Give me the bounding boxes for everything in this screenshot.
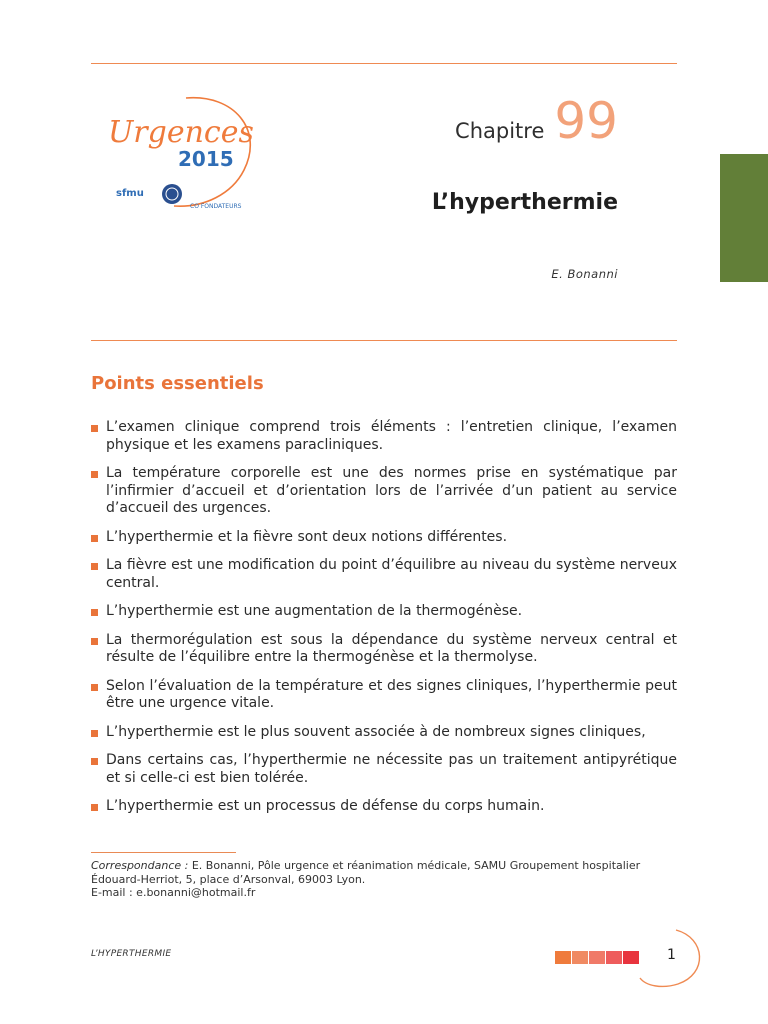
bullet-square-icon <box>91 684 98 691</box>
page-number: 1 <box>667 947 676 963</box>
point-text: La température corporelle est une des normes prise en systématique par l’infirmier d’accueil et d’orientation lors de l’arrivée d’un patient au service d’accueil des urgences. <box>106 465 677 516</box>
bullet-square-icon <box>91 609 98 616</box>
key-points-list <box>91 419 677 827</box>
samu-seal-icon <box>162 184 182 204</box>
footnote-line-2: Édouard-Herriot, 5, place d’Arsonval, 69003 Lyon. <box>91 872 366 886</box>
list-item <box>91 752 677 787</box>
chapter-number: 99 <box>554 92 618 150</box>
list-item <box>91 603 677 621</box>
point-text: La fièvre est une modification du point d’équilibre au niveau du système nerveux central. <box>106 557 677 591</box>
list-item <box>91 632 677 667</box>
correspondence-footnote <box>91 859 677 900</box>
list-item <box>91 798 677 816</box>
point-text: L’hyperthermie est le plus souvent associée à de nombreux signes cliniques, <box>106 723 646 740</box>
list-item <box>91 557 677 592</box>
list-item <box>91 465 677 518</box>
point-text: Dans certains cas, l’hyperthermie ne nécessite pas un traitement antipyrétique et si celle-ci est bien tolérée. <box>106 752 677 786</box>
list-item <box>91 529 677 547</box>
point-text: L’hyperthermie et la fièvre sont deux notions différentes. <box>106 528 508 545</box>
chapter-side-tab <box>720 154 768 282</box>
footnote-line-1: E. Bonanni, Pôle urgence et réanimation médicale, SAMU Groupement hospitalier <box>191 859 641 872</box>
running-head: L’HYPERTHERMIE <box>91 949 172 959</box>
logo-caption-text: CO FONDATEURS <box>190 203 242 210</box>
square-1 <box>555 951 571 964</box>
urgences-2015-logo <box>104 90 258 214</box>
point-text: L’hyperthermie est un processus de défense du corps humain. <box>106 798 545 814</box>
bullet-square-icon <box>91 804 98 811</box>
page-number-arc-icon <box>616 924 702 990</box>
point-text: L’hyperthermie est une augmentation de la thermogénèse. <box>106 603 523 619</box>
list-item <box>91 724 677 742</box>
list-item <box>91 678 677 713</box>
point-text: La thermorégulation est sous la dépendance du système nerveux central et résulte de l’équilibre entre la thermogénèse et la thermolyse. <box>106 631 677 665</box>
bullet-square-icon <box>91 425 98 432</box>
sfmu-text: sfmu <box>116 188 144 199</box>
section-title: Points essentiels <box>91 373 264 394</box>
author-name: E. Bonanni <box>551 267 618 281</box>
point-text: L’examen clinique comprend trois éléments : l’entretien clinique, l’examen physique et les examens paracliniques. <box>106 419 677 453</box>
logo-year-text: 2015 <box>178 147 234 171</box>
logo-script-text: Urgences <box>108 115 254 150</box>
square-2 <box>572 951 588 964</box>
bullet-square-icon <box>91 535 98 542</box>
footnote-rule <box>91 852 236 853</box>
section-rule <box>91 340 677 341</box>
top-rule <box>91 63 677 64</box>
bullet-square-icon <box>91 758 98 765</box>
square-3 <box>589 951 605 964</box>
bullet-square-icon <box>91 638 98 645</box>
footnote-label: Correspondance : <box>91 859 189 872</box>
footnote-email: E-mail : e.bonanni@hotmail.fr <box>91 886 256 899</box>
chapter-heading <box>455 92 618 150</box>
point-text: Selon l’évaluation de la température et des signes cliniques, l’hyperthermie peut être une urgence vitale. <box>106 677 677 711</box>
bullet-square-icon <box>91 563 98 570</box>
bullet-square-icon <box>91 471 98 478</box>
chapter-label: Chapitre <box>455 119 545 143</box>
bullet-square-icon <box>91 730 98 737</box>
page-title: L’hyperthermie <box>431 190 618 215</box>
list-item <box>91 419 677 454</box>
